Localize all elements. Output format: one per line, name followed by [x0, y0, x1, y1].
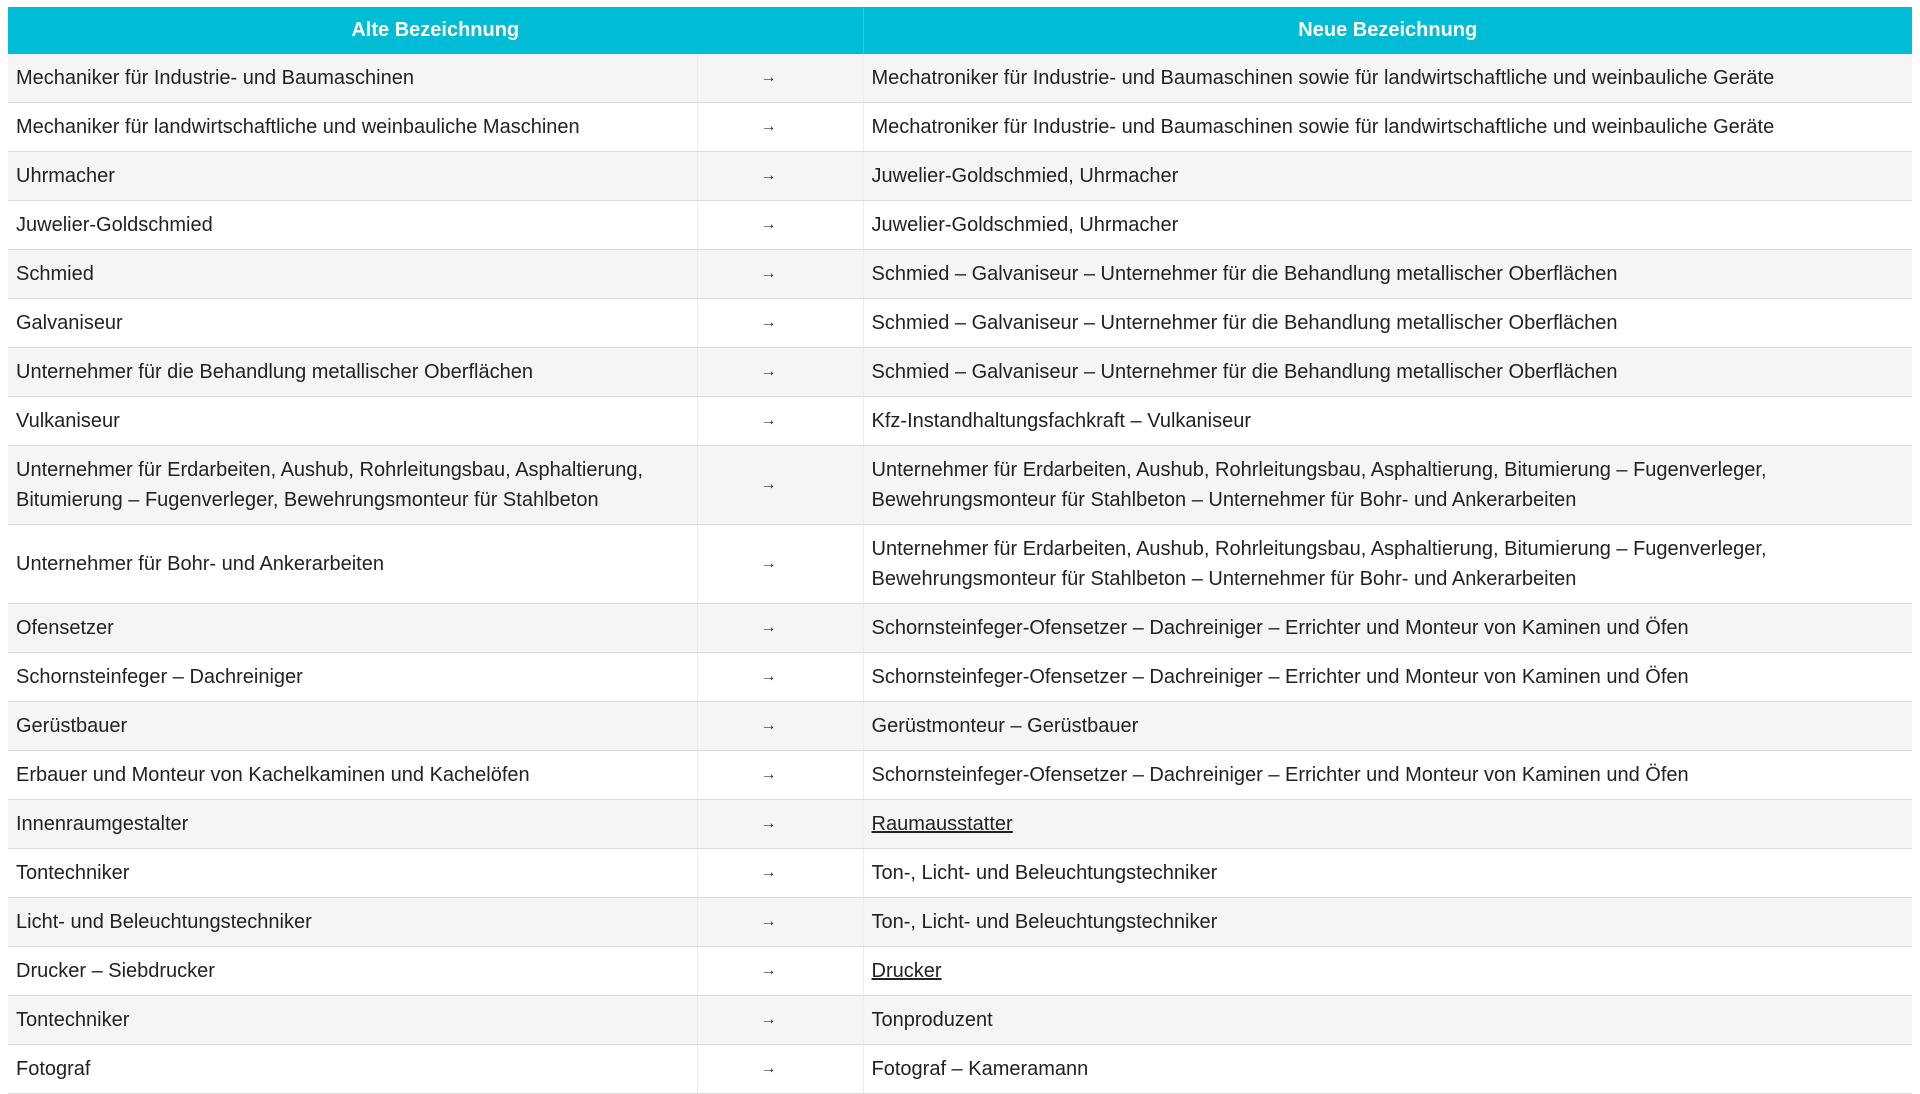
- old-designation-cell: Schornsteinfeger – Dachreiniger: [8, 653, 697, 702]
- new-designation-cell: Fotograf – Kameramann: [863, 1045, 1912, 1094]
- new-designation-cell: Ton-, Licht- und Beleuchtungstechniker: [863, 898, 1912, 947]
- new-designation-link[interactable]: Raumausstatter: [871, 813, 1013, 835]
- table-row: [8, 996, 1912, 1045]
- old-designation-cell: Unternehmer für die Behandlung metallischer Oberflächen: [8, 348, 697, 397]
- arrow-right-icon: →: [697, 800, 863, 849]
- old-designation-cell: Licht- und Beleuchtungstechniker: [8, 898, 697, 947]
- new-designation-cell: Kfz-Instandhaltungsfachkraft – Vulkaniseur: [863, 397, 1912, 446]
- old-designation-cell: Tontechniker: [8, 849, 697, 898]
- arrow-right-icon: →: [697, 751, 863, 800]
- arrow-right-icon: →: [697, 446, 863, 525]
- table-row: [8, 525, 1912, 604]
- old-designation-cell: Innenraumgestalter: [8, 800, 697, 849]
- arrow-right-icon: →: [697, 299, 863, 348]
- new-designation-cell: Unternehmer für Erdarbeiten, Aushub, Rohrleitungsbau, Asphaltierung, Bitumierung – Fugenverleger, Bewehrungsmonteur für Stahlbeton – Unternehmer für Bohr- und Ankerarbeiten: [863, 525, 1912, 604]
- arrow-right-icon: →: [697, 54, 863, 103]
- table-row: [8, 1045, 1912, 1094]
- new-designation-cell: Schmied – Galvaniseur – Unternehmer für die Behandlung metallischer Oberflächen: [863, 250, 1912, 299]
- new-designation-cell: Schornsteinfeger-Ofensetzer – Dachreiniger – Errichter und Monteur von Kaminen und Öfen: [863, 604, 1912, 653]
- table-row: [8, 201, 1912, 250]
- arrow-right-icon: →: [697, 250, 863, 299]
- old-designation-cell: Drucker – Siebdrucker: [8, 947, 697, 996]
- table-row: [8, 947, 1912, 996]
- table-body: [8, 54, 1912, 1094]
- old-designation-cell: Unternehmer für Erdarbeiten, Aushub, Rohrleitungsbau, Asphaltierung, Bitumierung – Fugenverleger, Bewehrungsmonteur für Stahlbeton: [8, 446, 697, 525]
- new-designation-cell: Juwelier-Goldschmied, Uhrmacher: [863, 201, 1912, 250]
- old-designation-cell: Uhrmacher: [8, 152, 697, 201]
- new-designation-cell: [863, 947, 1912, 996]
- old-designation-cell: Galvaniseur: [8, 299, 697, 348]
- table-row: [8, 348, 1912, 397]
- table-row: [8, 898, 1912, 947]
- arrow-right-icon: →: [697, 152, 863, 201]
- arrow-right-icon: →: [697, 996, 863, 1045]
- new-designation-cell: Ton-, Licht- und Beleuchtungstechniker: [863, 849, 1912, 898]
- table-row: [8, 152, 1912, 201]
- table-row: [8, 751, 1912, 800]
- new-designation-cell: Gerüstmonteur – Gerüstbauer: [863, 702, 1912, 751]
- old-designation-cell: Juwelier-Goldschmied: [8, 201, 697, 250]
- new-designation-cell: Schornsteinfeger-Ofensetzer – Dachreiniger – Errichter und Monteur von Kaminen und Öfen: [863, 653, 1912, 702]
- arrow-right-icon: →: [697, 103, 863, 152]
- new-designation-cell: Juwelier-Goldschmied, Uhrmacher: [863, 152, 1912, 201]
- new-designation-cell: Schmied – Galvaniseur – Unternehmer für die Behandlung metallischer Oberflächen: [863, 299, 1912, 348]
- table-row: [8, 299, 1912, 348]
- arrow-right-icon: →: [697, 947, 863, 996]
- arrow-right-icon: →: [697, 702, 863, 751]
- header-row: [8, 7, 1912, 54]
- table-row: [8, 604, 1912, 653]
- old-designation-cell: Gerüstbauer: [8, 702, 697, 751]
- table-row: [8, 849, 1912, 898]
- new-designation-cell: Tonproduzent: [863, 996, 1912, 1045]
- old-designation-cell: Tontechniker: [8, 996, 697, 1045]
- table-row: [8, 103, 1912, 152]
- arrow-right-icon: →: [697, 653, 863, 702]
- old-designation-cell: Unternehmer für Bohr- und Ankerarbeiten: [8, 525, 697, 604]
- old-designation-cell: Vulkaniseur: [8, 397, 697, 446]
- arrow-right-icon: →: [697, 849, 863, 898]
- new-designation-cell: Unternehmer für Erdarbeiten, Aushub, Rohrleitungsbau, Asphaltierung, Bitumierung – Fugenverleger, Bewehrungsmonteur für Stahlbeton – Unternehmer für Bohr- und Ankerarbeiten: [863, 446, 1912, 525]
- new-designation-link[interactable]: Drucker: [871, 960, 942, 982]
- table-header: [8, 7, 1912, 54]
- table-row: [8, 250, 1912, 299]
- new-designation-cell: Mechatroniker für Industrie- und Baumaschinen sowie für landwirtschaftliche und weinbauliche Geräte: [863, 54, 1912, 103]
- old-designation-cell: Mechaniker für landwirtschaftliche und weinbauliche Maschinen: [8, 103, 697, 152]
- old-designation-cell: Fotograf: [8, 1045, 697, 1094]
- old-designation-cell: Schmied: [8, 250, 697, 299]
- arrow-right-icon: →: [697, 525, 863, 604]
- table-row: [8, 446, 1912, 525]
- table-row: [8, 54, 1912, 103]
- table-row: [8, 653, 1912, 702]
- arrow-right-icon: →: [697, 1045, 863, 1094]
- arrow-right-icon: →: [697, 604, 863, 653]
- table-row: [8, 397, 1912, 446]
- new-designation-cell: Schmied – Galvaniseur – Unternehmer für die Behandlung metallischer Oberflächen: [863, 348, 1912, 397]
- arrow-right-icon: →: [697, 898, 863, 947]
- old-designation-cell: Mechaniker für Industrie- und Baumaschinen: [8, 54, 697, 103]
- designation-table-container: [8, 7, 1912, 1094]
- table-row: [8, 702, 1912, 751]
- header-new-designation: Neue Bezeichnung: [863, 7, 1912, 54]
- new-designation-cell: Mechatroniker für Industrie- und Baumaschinen sowie für landwirtschaftliche und weinbauliche Geräte: [863, 103, 1912, 152]
- header-old-designation: Alte Bezeichnung: [8, 7, 863, 54]
- old-designation-cell: Ofensetzer: [8, 604, 697, 653]
- table-row: [8, 800, 1912, 849]
- arrow-right-icon: →: [697, 348, 863, 397]
- old-designation-cell: Erbauer und Monteur von Kachelkaminen und Kachelöfen: [8, 751, 697, 800]
- arrow-right-icon: →: [697, 397, 863, 446]
- designation-table: [8, 7, 1912, 1094]
- arrow-right-icon: →: [697, 201, 863, 250]
- new-designation-cell: [863, 800, 1912, 849]
- new-designation-cell: Schornsteinfeger-Ofensetzer – Dachreiniger – Errichter und Monteur von Kaminen und Öfen: [863, 751, 1912, 800]
